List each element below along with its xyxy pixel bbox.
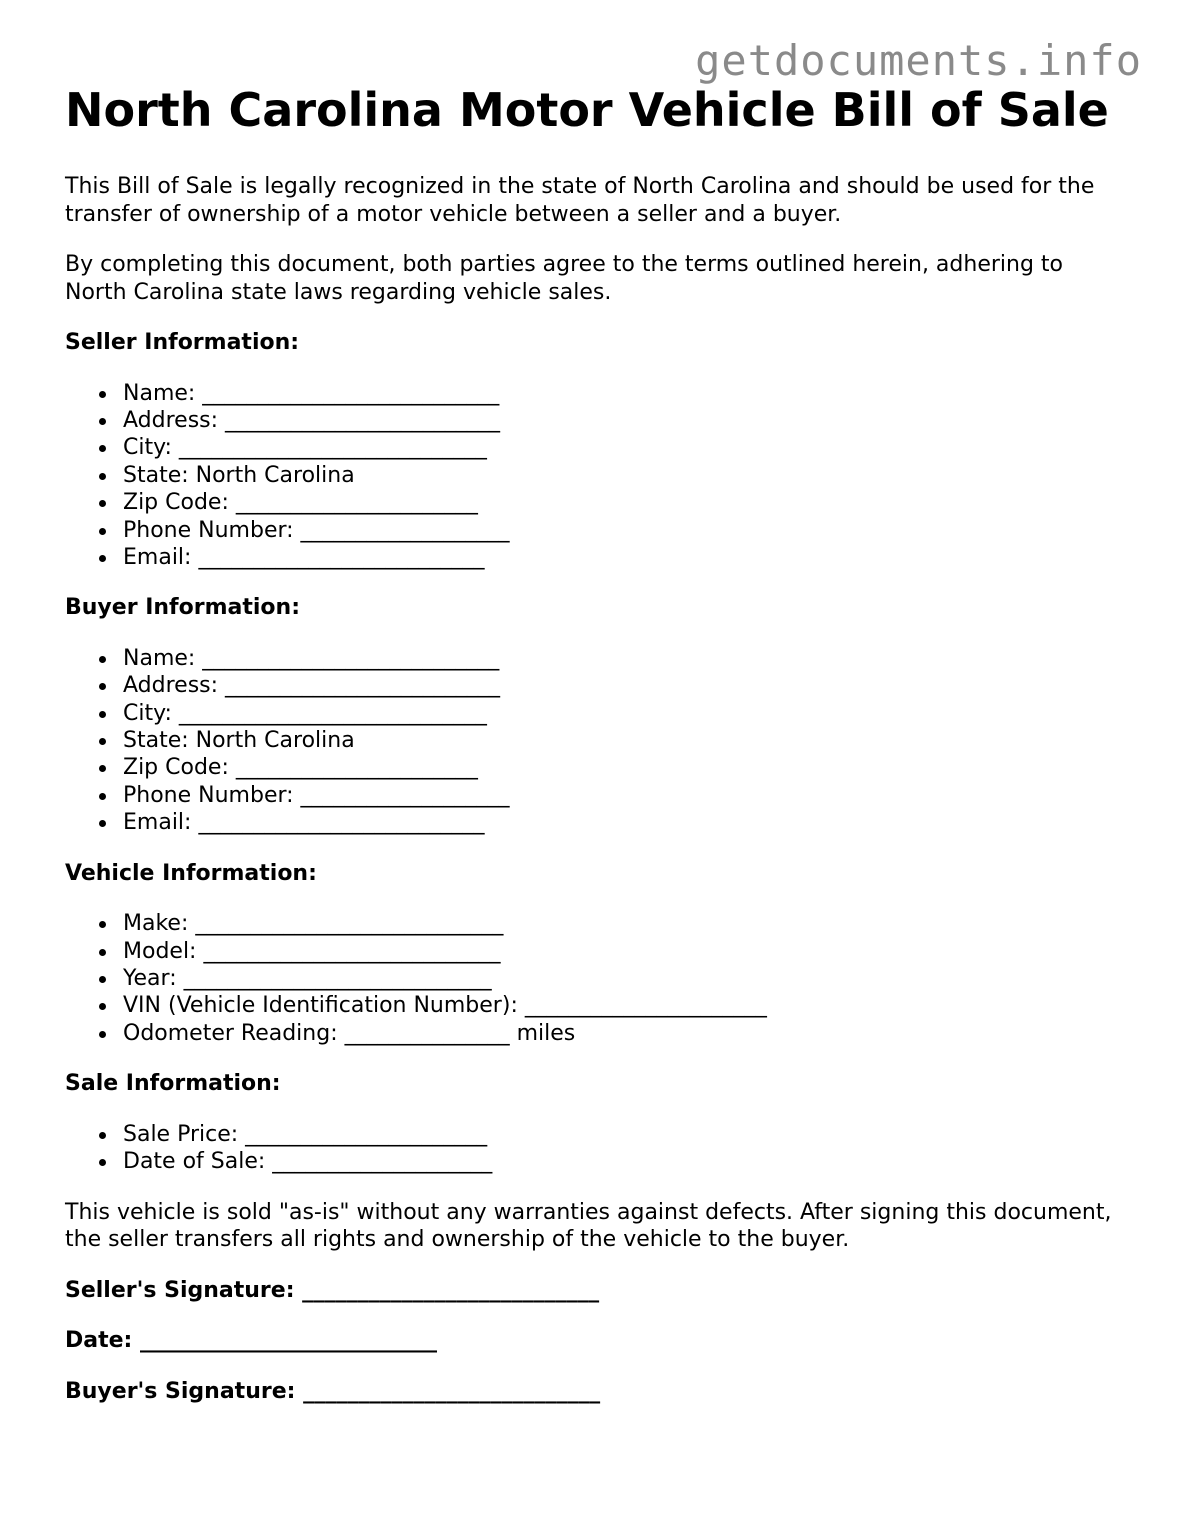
buyer-address-field: Address: _________________________ [123, 672, 1125, 699]
vehicle-heading: Vehicle Information: [65, 860, 317, 886]
watermark-logo: getdocuments.info [695, 36, 1142, 85]
seller-zip-field: Zip Code: ______________________ [123, 489, 1125, 516]
as-is-paragraph: This vehicle is sold "as-is" without any warranties against defects. After signing this document, the seller transfers all rights and ownership of the vehicle to the buyer. [65, 1199, 1112, 1253]
vehicle-odometer-field: Odometer Reading: _______________ miles [123, 1020, 1125, 1047]
buyer-signature-line: Buyer's Signature: ___________________________ [65, 1378, 601, 1404]
seller-list [65, 380, 1125, 572]
date-line: Date: ___________________________ [65, 1328, 438, 1354]
sale-date-field: Date of Sale: ____________________ [123, 1148, 1125, 1175]
sale-list [65, 1121, 1125, 1176]
intro-paragraph: This Bill of Sale is legally recognized in the state of North Carolina and should be used for the transfer of ownership of a motor vehicle between a seller and a buyer. [65, 174, 1095, 227]
vehicle-vin-field: VIN (Vehicle Identification Number): ______________________ [123, 992, 1125, 1019]
vehicle-list [65, 910, 1125, 1047]
buyer-email-field: Email: __________________________ [123, 809, 1125, 836]
seller-address-field: Address: _________________________ [123, 407, 1125, 434]
agreement-paragraph: By completing this document, both parties agree to the terms outlined herein, adhering to North Carolina state laws regarding vehicle sales. [65, 252, 1064, 305]
vehicle-year-field: Year: ____________________________ [123, 965, 1125, 992]
sale-price-field: Sale Price: ______________________ [123, 1121, 1125, 1148]
document-title: North Carolina Motor Vehicle Bill of Sale [65, 83, 1109, 137]
buyer-zip-field: Zip Code: ______________________ [123, 754, 1125, 781]
vehicle-model-field: Model: ___________________________ [123, 938, 1125, 965]
buyer-city-field: City: ____________________________ [123, 700, 1125, 727]
vehicle-make-field: Make: ____________________________ [123, 910, 1125, 937]
buyer-state-field: State: North Carolina [123, 727, 1125, 754]
sale-heading: Sale Information: [65, 1071, 281, 1097]
buyer-list [65, 645, 1125, 837]
seller-city-field: City: ____________________________ [123, 434, 1125, 461]
seller-phone-field: Phone Number: ___________________ [123, 517, 1125, 544]
buyer-phone-field: Phone Number: ___________________ [123, 782, 1125, 809]
seller-state-field: State: North Carolina [123, 462, 1125, 489]
buyer-name-field: Name: ___________________________ [123, 645, 1125, 672]
seller-email-field: Email: __________________________ [123, 544, 1125, 571]
buyer-heading: Buyer Information: [65, 595, 300, 621]
seller-signature-line: Seller's Signature: ___________________________ [65, 1277, 600, 1303]
seller-heading: Seller Information: [65, 330, 300, 355]
seller-name-field: Name: ___________________________ [123, 380, 1125, 407]
document-body [65, 84, 1125, 1405]
